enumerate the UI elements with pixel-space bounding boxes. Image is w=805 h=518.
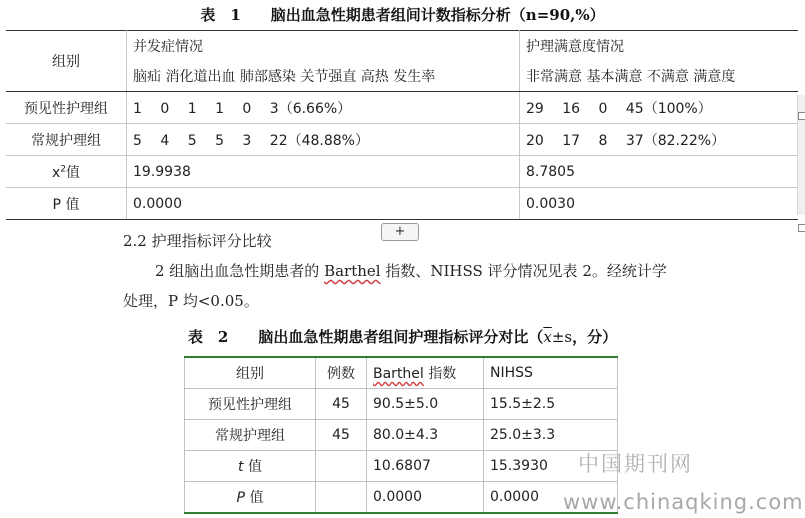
table2-header-n: 例数 [316, 357, 367, 389]
title-text: ，分） [572, 328, 618, 346]
title-text: 表 2 脑出血急性期患者组间护理指标评分对比（ [187, 328, 544, 346]
scroll-marker[interactable] [798, 224, 805, 232]
value-suffix: 值 [66, 164, 81, 181]
table1-cell-satisfaction: 20 17 8 37（82.22%） [520, 124, 799, 156]
table1-cell-group: P 值 [6, 188, 127, 220]
table2-cell-nihss: 15.5±2.5 [484, 389, 618, 420]
expand-button[interactable]: + [381, 223, 419, 241]
chi-square-symbol: x [51, 164, 61, 181]
table2-cell-nihss: 15.3930 [484, 451, 618, 482]
table2-header-barthel [367, 357, 484, 389]
table2-cell-nihss: 25.0±3.3 [484, 420, 618, 451]
table2-cell-group: 预见性护理组 [185, 389, 316, 420]
paragraph-text: 指数、NIHSS 评分情况见表 2。经统计学 [380, 262, 667, 280]
table1-cell-satisfaction: 29 16 0 45（100%） [520, 92, 799, 124]
table2-cell-barthel: 90.5±5.0 [367, 389, 484, 420]
table2-cell-barthel: 80.0±4.3 [367, 420, 484, 451]
paragraph-line-2: 处理，P 均<0.05。 [123, 292, 259, 310]
table-row [6, 188, 798, 220]
table1-cell-complication: 19.9938 [127, 156, 520, 188]
table2 [184, 356, 618, 514]
table2-title [0, 326, 805, 347]
table2-cell-group [185, 482, 316, 514]
table1-header-complication: 并发症情况 [127, 31, 520, 62]
table2-header-nihss: NIHSS [484, 357, 618, 389]
table2-cell-n: 45 [316, 389, 367, 420]
table2-cell-n: 45 [316, 420, 367, 451]
watermark-cn: 中国期刊网 [578, 452, 693, 476]
table1-cell-satisfaction: 8.7805 [520, 156, 799, 188]
table2-cell-group: 常规护理组 [185, 420, 316, 451]
table-row [185, 389, 618, 420]
scroll-marker[interactable] [798, 112, 805, 120]
table1-cell-group: 预见性护理组 [6, 92, 127, 124]
header-text: 指数 [423, 366, 457, 382]
table1-cell-complication: 5 4 5 5 3 22（48.88%） [127, 124, 520, 156]
value-suffix: 值 [243, 459, 262, 475]
table1-header-satisfaction: 护理满意度情况 [520, 31, 799, 62]
superscript: 2 [60, 163, 67, 174]
table2-cell-barthel: 10.6807 [367, 451, 484, 482]
value-suffix: 值 [245, 490, 264, 506]
table1-subheader-satisfaction: 非常满意 基本满意 不满意 满意度 [520, 61, 799, 92]
spellcheck-word[interactable]: Barthel [373, 366, 424, 382]
table2-cell-n [316, 451, 367, 482]
paragraph-text: 2 组脑出血急性期患者的 [155, 262, 325, 280]
table1-cell-group [6, 156, 127, 188]
table1-subheader-complication: 脑疝 消化道出血 肺部感染 关节强直 高热 发生率 [127, 61, 520, 92]
table2-cell-nihss: 0.0000 [484, 482, 618, 514]
t-symbol: t [238, 459, 244, 475]
table1 [6, 30, 798, 220]
table1-cell-complication: 1 0 1 1 0 3（6.66%） [127, 92, 520, 124]
table-row [185, 451, 618, 482]
table-row [185, 420, 618, 451]
table1-cell-satisfaction: 0.0030 [520, 188, 799, 220]
spellcheck-word[interactable]: Barthel [324, 262, 381, 280]
table-row [6, 124, 798, 156]
mean-symbol: $\overline{x}$ [543, 328, 552, 346]
table2-cell-group [185, 451, 316, 482]
table1-title: 表 1 脑出血急性期患者组间计数指标分析（n=90,%） [200, 6, 605, 24]
table-row [6, 92, 798, 124]
table-row [6, 156, 798, 188]
sd-symbol: ±s [551, 328, 573, 346]
watermark-url: www.chinaqking.com [563, 490, 804, 514]
table1-cell-group: 常规护理组 [6, 124, 127, 156]
table1-cell-complication: 0.0000 [127, 188, 520, 220]
p-symbol: P [236, 490, 245, 506]
table2-cell-barthel: 0.0000 [367, 482, 484, 514]
table2-cell-n [316, 482, 367, 514]
table2-header-group: 组别 [185, 357, 316, 389]
section-heading: 2.2 护理指标评分比较 [123, 232, 272, 250]
table1-header-group: 组别 [6, 31, 127, 92]
paragraph-line-1 [155, 260, 667, 281]
table-row [185, 482, 618, 514]
